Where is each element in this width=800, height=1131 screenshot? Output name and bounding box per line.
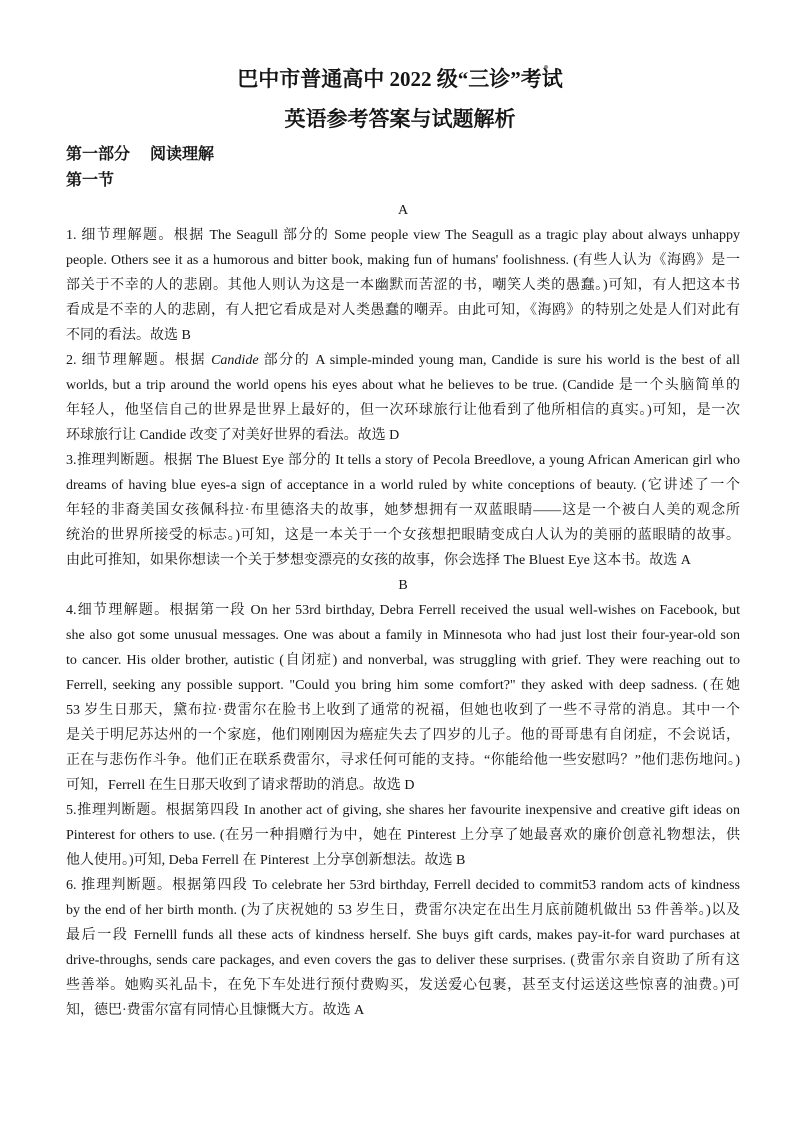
text-line: by the end of her birth month. (为了庆祝她的 53 岁生日，费雷尔决定在出生月底前随机做出 53 件善举。)以及 — [66, 903, 740, 918]
text-line: to cancer. His older brother, autistic (自闭症) and nonverbal, was struggling with grief. They were reaching out to — [66, 653, 740, 668]
passage-label-b: B — [398, 578, 408, 593]
text-line: people. Others see it as a humorous and bitter book, making fun of humans' foolishness. (有些人认为《海鸥》是一 — [66, 253, 740, 268]
text-line: 部关于不幸的人的悲剧。其他人则认为这是一本幽默而苦涩的书，嘲笑人类的愚蠢。)可知，有人把这本书 — [66, 278, 740, 293]
text-line: 他人使用。)可知, Deba Ferrell 在 Pinterest 上分享创新想法。故选 B — [66, 853, 466, 868]
doc-subtitle: 英语参考答案与试题解析 — [284, 107, 516, 131]
text-segment: 部分的 A simple-minded young man, Candide is sure his world is the best of all — [258, 353, 740, 368]
book-title-italic: Candide — [211, 353, 259, 368]
passage-label-a: A — [397, 203, 409, 218]
text-line: 年轻人，他坚信自己的世界是世界上最好的，但一次环球旅行让他看到了他所相信的真实。)可知，是一次 — [66, 403, 740, 418]
text-line: 是关于明尼苏达州的一个家庭，他们刚刚因为癌症失去了四岁的儿子。他的哥哥患有自闭症，不会说话， — [66, 728, 740, 743]
part-heading: 第一部分 阅读理解 — [66, 146, 215, 163]
text-line: 由此可推知，如果你想读一个关于梦想变漂亮的女孩的故事，你会选择 The Bluest Eye 这本书。故选 A — [66, 553, 691, 568]
text-line: she also got some unusual messages. One was about a family in Minnesota who had just lost their four-year-old son — [66, 628, 740, 643]
text-line: 5.推理判断题。根据第四段 In another act of giving, she shares her favourite inexpensive and creative gift ideas on — [66, 803, 740, 818]
text-line: 看成是不幸的人的悲剧，有人把它看成是对人类愚蠢的嘲弄。由此可知，《海鸥》的特别之处是人们对此有 — [66, 303, 740, 318]
text-line: 3.推理判断题。根据 The Bluest Eye 部分的 It tells a story of Pecola Breedlove, a young African American girl who — [66, 453, 740, 468]
text-line: 正在与悲伤作斗争。他们正在联系费雷尔，寻求任何可能的支持。“你能给他一些安慰吗？”他们悲伤地问。) — [66, 753, 740, 768]
text-line: 4.细节理解题。根据第一段 On her 53rd birthday, Debra Ferrell received the usual well-wishes on Facebook, but — [66, 603, 740, 618]
text-line: dreams of having blue eyes-a sign of acceptance in a world ruled by white conceptions of beauty. (它讲述了一个 — [66, 478, 740, 493]
text-line: 环球旅行让 Candide 改变了对美好世界的看法。故选 D — [66, 428, 400, 443]
text-line: 可知，Ferrell 在生日那天收到了请求帮助的消息。故选 D — [66, 778, 415, 793]
text-line: 53 岁生日那天，黛布拉·费雷尔在脸书上收到了通常的祝福，但她也收到了一些不寻常的消息。其中一个 — [66, 703, 740, 718]
text-line: 年轻的非裔美国女孩佩科拉·布里德洛夫的故事，她梦想拥有一双蓝眼睛——这是一个被白人美的观念所 — [66, 503, 740, 518]
text-line: 不同的看法。故选 B — [66, 328, 191, 343]
text-line: 6. 推理判断题。根据第四段 To celebrate her 53rd birthday, Ferrell decided to commit53 random acts of kindness — [66, 878, 740, 893]
text-line: Pinterest for others to use. (在另一种捐赠行为中，她在 Pinterest 上分享了她最喜欢的廉价创意礼物想法，供 — [66, 828, 740, 843]
text-line: 1. 细节理解题。根据 The Seagull 部分的 Some people view The Seagull as a tragic play about always unhappy — [66, 228, 740, 243]
text-line — [66, 348, 740, 373]
text-line: 统治的世界所接受的标志。)可知，这是一本关于一个女孩想把眼睛变成白人认为的美丽的蓝眼睛的故事。 — [66, 528, 740, 543]
doc-title: 巴中市普通高中 2022 级“三诊”考试 — [237, 67, 563, 91]
text-line: 些善举。她购买礼品卡，在免下车处进行预付费购买，发送爱心包裹，甚至支付运送这些惊喜的油费。)可 — [66, 978, 740, 993]
text-line: 最后一段 Fernelll funds all these acts of kindness herself. She buys gift cards, makes pay-it-for ward purchases at — [66, 928, 740, 943]
text-line: worlds, but a trip around the world opens his eyes about what he believes to be true. (Candide 是一个头脑简单的 — [66, 378, 740, 393]
answer-key-body — [66, 198, 740, 1023]
text-line: drive-throughs, sends care packages, and even covers the gas to deliver these surprises. (费雷尔亲自资助了所有这 — [66, 953, 740, 968]
text-line: Ferrell, seeking any possible support. "Could you bring him some comfort?" they asked with deep sadness. (在她 — [66, 678, 740, 693]
text-segment: 2. 细节理解题。根据 — [66, 353, 212, 368]
section-heading: 第一节 — [66, 172, 115, 189]
text-line: 知，德巴·费雷尔富有同情心且慷慨大方。故选 A — [66, 1003, 365, 1018]
